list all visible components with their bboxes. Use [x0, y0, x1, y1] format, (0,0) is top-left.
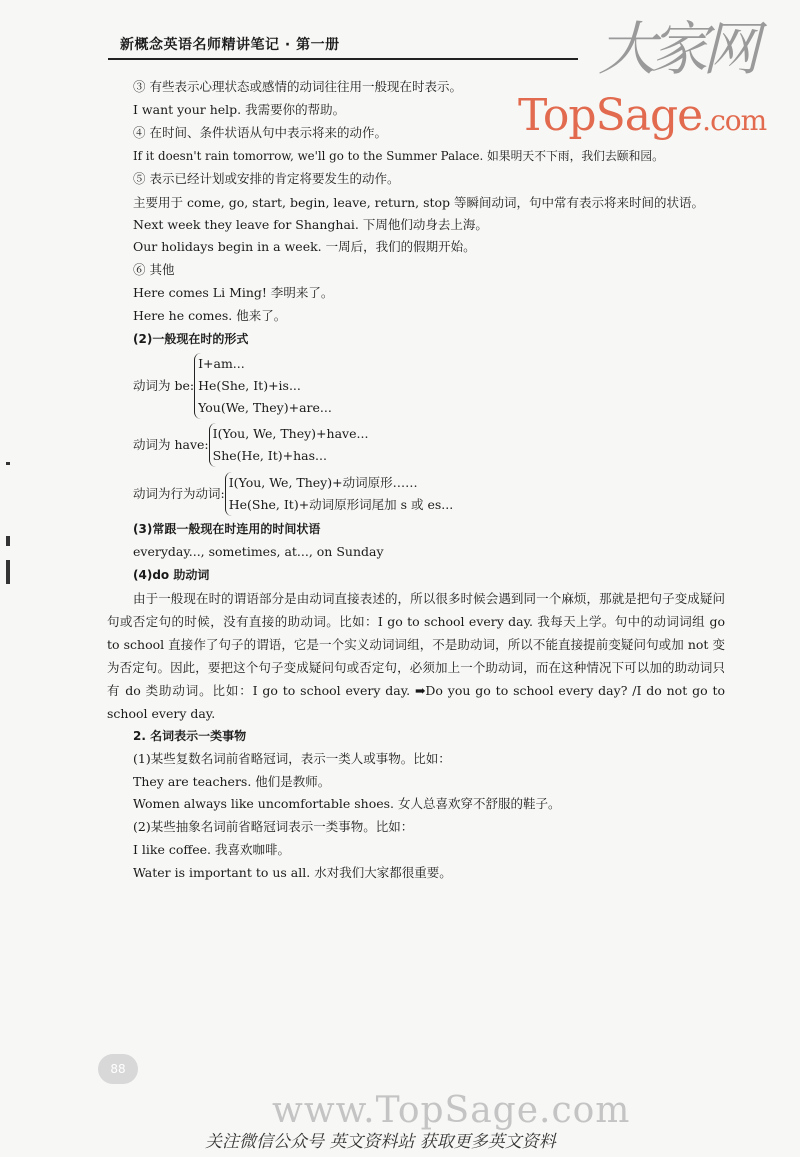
section-heading: (2)一般现在时的形式 — [133, 332, 249, 347]
text-line: They are teachers. 他们是教师。 — [133, 773, 331, 789]
text-line: ③ 有些表示心理状态或感情的动词往往用一般现在时表示。 — [133, 79, 462, 94]
margin-mark — [6, 560, 10, 584]
text-line: ④ 在时间、条件状语从句中表示将来的动作。 — [133, 124, 387, 140]
have-verb-label: 动词为 have: — [133, 436, 209, 452]
be-verb-forms — [133, 353, 725, 419]
text-line: Women always like uncomfortable shoes. 女人总喜欢穿不舒服的鞋子。 — [133, 796, 561, 812]
text-line: Here comes Li Ming! 李明来了。 — [133, 285, 334, 301]
page-body — [107, 76, 725, 885]
text-line: Our holidays begin in a week. 一周后，我们的假期开始。 — [133, 239, 476, 255]
text-paragraph: 主要用于 come, go, start, begin, leave, return, stop 等瞬间动词，句中常有表示将来时间的状语。 — [133, 194, 705, 210]
be-verb-label: 动词为 be: — [133, 377, 195, 393]
margin-mark — [6, 536, 10, 546]
text-line: (1)某些复数名词前省略冠词，表示一类人或事物。比如： — [133, 750, 451, 766]
brace-list — [225, 472, 454, 516]
form-line: I(You, We, They)+动词原形…… — [228, 474, 418, 490]
have-verb-forms — [133, 423, 725, 467]
text-line: I want your help. 我需要你的帮助。 — [133, 101, 346, 117]
book-header-title: 新概念英语名师精讲笔记 · 第一册 — [120, 37, 340, 53]
form-line: He(She, It)+is... — [198, 377, 301, 393]
logo-english-suffix: .com — [702, 104, 767, 137]
margin-mark — [6, 462, 10, 465]
website-watermark: www.TopSage.com — [272, 1090, 631, 1131]
section-heading: (3)常跟一般现在时连用的时间状语 — [133, 521, 321, 536]
header-rule — [108, 58, 578, 60]
form-line: She(He, It)+has... — [212, 447, 327, 463]
footer-note: 关注微信公众号 英文资料站 获取更多英文资料 — [205, 1132, 556, 1152]
brace-list — [209, 423, 369, 467]
text-paragraph: 由于一般现在时的谓语部分是由动词直接表述的，所以很多时候会遇到同一个麻烦，那就是把句子变成疑问句或否定句的时候，没有直接的助动词。比如：I go to school every day. 我每天上学。句中的动词词组 go to school 直接作了句子的谓语，它是一个实义动词词组，不是助动词，所以不能直接提前变疑问句或加 not 变为否定句。因此，要把这个句子变成疑问句或否定句，必须加上一个助动词，而在这种情况下可以加的助动词只有 do 类助动词。比如：I go to school every day. ➡Do you go to school every day? /I do not go to school every day. — [107, 590, 725, 721]
logo-english-main: TopSage — [518, 90, 703, 141]
section-heading: 2. 名词表示一类事物 — [133, 728, 247, 743]
section-heading: (4)do 助动词 — [133, 567, 210, 582]
text-line: Water is important to us all. 水对我们大家都很重要。 — [133, 865, 452, 881]
form-line: I(You, We, They)+have... — [212, 425, 369, 441]
logo-chinese: 大家网 — [598, 15, 755, 83]
text-line: ⑤ 表示已经计划或安排的肯定将要发生的动作。 — [133, 170, 400, 186]
text-line: ⑥ 其他 — [133, 262, 175, 278]
text-line: Next week they leave for Shanghai. 下周他们动身去上海。 — [133, 216, 488, 232]
form-line: He(She, It)+动词原形词尾加 s 或 es... — [228, 496, 454, 512]
text-line: I like coffee. 我喜欢咖啡。 — [133, 842, 291, 858]
form-line: I+am... — [198, 355, 245, 371]
text-line: If it doesn't rain tomorrow, we'll go to the Summer Palace. 如果明天不下雨，我们去颐和园。 — [133, 148, 664, 163]
action-verb-label: 动词为行为动词: — [133, 485, 225, 501]
action-verb-forms — [133, 472, 725, 516]
text-line: Here he comes. 他来了。 — [133, 308, 287, 324]
text-line: (2)某些抽象名词前省略冠词表示一类事物。比如： — [133, 819, 414, 835]
form-line: You(We, They)+are... — [198, 399, 332, 415]
page-number: 88 — [98, 1054, 138, 1084]
text-line: everyday..., sometimes, at..., on Sunday — [133, 543, 384, 559]
brace-list — [194, 353, 332, 419]
